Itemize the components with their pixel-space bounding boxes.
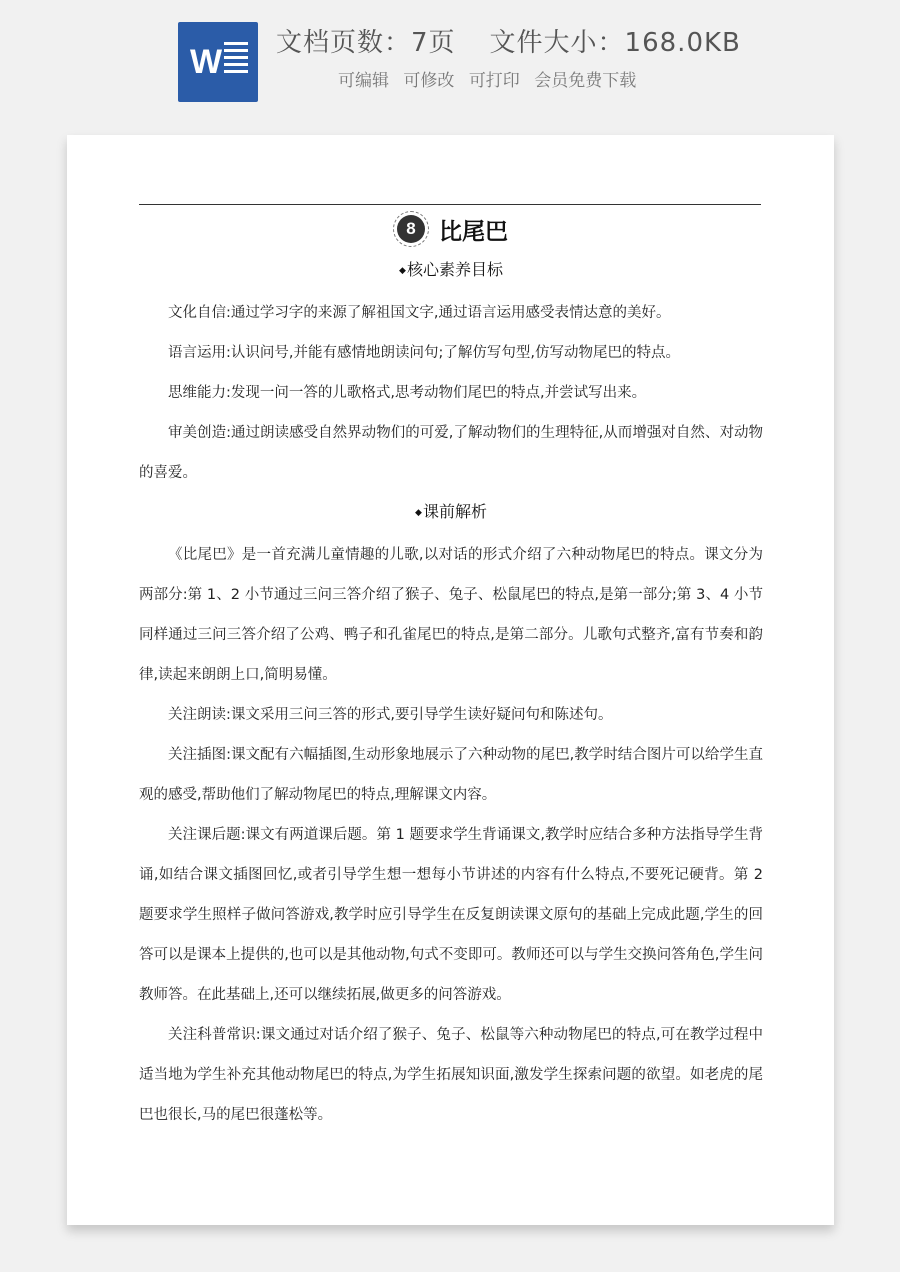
document-body [139, 255, 763, 1135]
section-heading: ◆课前解析 [415, 502, 487, 521]
file-info [276, 22, 876, 59]
download-banner [0, 0, 900, 130]
paragraph: 《比尾巴》是一首充满儿童情趣的儿歌,以对话的形式介绍了六种动物尾巴的特点。课文分为两部分:第 1、2 小节通过三问三答介绍了猴子、兔子、松鼠尾巴的特点,是第一部分;第 3、4 小节同样通过三问三答介绍了公鸡、鸭子和孔雀尾巴的特点,是第二部分。儿歌句式整齐,富有节奏和韵律,读起来朗朗上口,简明易懂。 [139, 547, 763, 683]
paragraph: 关注课后题:课文有两道课后题。第 1 题要求学生背诵课文,教学时应结合多种方法指导学生背诵,如结合课文插图回忆,或者引导学生想一想每小节讲述的内容有什么特点,不要死记硬背。第 2 题要求学生照样子做问答游戏,教学时应引导学生在反复朗读课文原句的基础上完成此题,学生的回答可以是课本上提供的,也可以是其他动物,句式不变即可。教师还可以与学生交换问答角色,学生问教师答。在此基础上,还可以继续拓展,做更多的问答游戏。 [139, 827, 763, 1003]
feature-editable: 可编辑 [338, 71, 389, 91]
lesson-number: 8 [397, 215, 425, 243]
feature-member-download: 会员免费下载 [534, 71, 637, 91]
document-page [67, 135, 834, 1225]
section-heading: ◆核心素养目标 [399, 260, 503, 279]
diamond-bullet-icon: ◆ [415, 507, 422, 518]
paragraph: 文化自信:通过学习字的来源了解祖国文字,通过语言运用感受表情达意的美好。 [168, 305, 671, 321]
paragraph: 审美创造:通过朗读感受自然界动物们的可爱,了解动物们的生理特征,从而增强对自然、对动物的喜爱。 [139, 425, 763, 481]
feature-printable: 可打印 [468, 71, 520, 91]
word-document-icon [178, 22, 258, 102]
file-size: 文件大小：168.0KB [489, 28, 741, 58]
feature-list [338, 66, 858, 91]
word-icon-letter: W [189, 43, 223, 81]
lesson-number-badge [393, 211, 429, 247]
lesson-title-row [67, 209, 834, 249]
paragraph: 关注朗读:课文采用三问三答的形式,要引导学生读好疑问句和陈述句。 [168, 707, 613, 723]
page-count: 文档页数：7页 [276, 28, 456, 58]
paragraph: 思维能力:发现一问一答的儿歌格式,思考动物们尾巴的特点,并尝试写出来。 [168, 385, 647, 401]
header-rule [139, 204, 761, 205]
paragraph: 关注科普常识:课文通过对话介绍了猴子、兔子、松鼠等六种动物尾巴的特点,可在教学过程中适当地为学生补充其他动物尾巴的特点,为学生拓展知识面,激发学生探索问题的欲望。如老虎的尾巴也很长,马的尾巴很蓬松等。 [139, 1027, 763, 1123]
paragraph: 关注插图:课文配有六幅插图,生动形象地展示了六种动物的尾巴,教学时结合图片可以给学生直观的感受,帮助他们了解动物尾巴的特点,理解课文内容。 [139, 747, 763, 803]
paragraph: 语言运用:认识问号,并能有感情地朗读问句;了解仿写句型,仿写动物尾巴的特点。 [168, 345, 680, 361]
feature-modifiable: 可修改 [403, 71, 455, 91]
lesson-title: 比尾巴 [439, 218, 508, 245]
diamond-bullet-icon: ◆ [399, 265, 406, 276]
